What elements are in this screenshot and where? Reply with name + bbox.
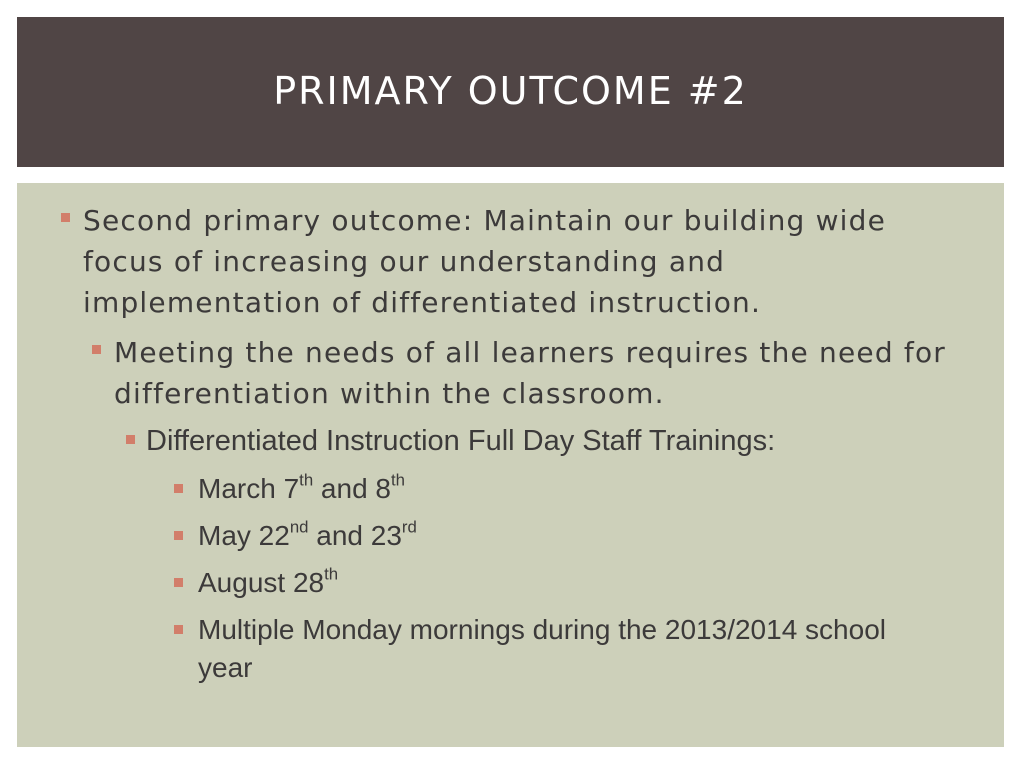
slide-title: PRIMARY OUTCOME #2	[273, 69, 748, 113]
bullet-level-3-text: Differentiated Instruction Full Day Staff Trainings:	[146, 425, 776, 457]
square-bullet-icon	[174, 625, 183, 634]
square-bullet-icon	[61, 213, 70, 222]
square-bullet-icon	[126, 435, 135, 444]
bullet-level-2	[98, 332, 958, 414]
square-bullet-icon	[92, 345, 101, 354]
bullet-level-3	[130, 422, 960, 460]
date-item-4	[180, 611, 900, 687]
title-bar	[17, 17, 1004, 167]
date-item-1-text: March 7th and 8th	[198, 470, 406, 504]
bullet-level-1-text: Second primary outcome: Maintain our building wide focus of increasing our understanding and implementation of differentiated instruction.	[83, 204, 887, 319]
date-item-3-text: August 28th	[198, 564, 339, 598]
date-item-2	[180, 517, 960, 555]
square-bullet-icon	[174, 578, 183, 587]
date-item-4-text: Multiple Monday mornings during the 2013/2014 school year	[198, 614, 886, 683]
date-item-2-text: May 22nd and 23rd	[198, 517, 417, 551]
bullet-level-2-text: Meeting the needs of all learners requires the need for differentiation within the classroom.	[114, 336, 947, 410]
square-bullet-icon	[174, 484, 183, 493]
square-bullet-icon	[174, 531, 183, 540]
date-item-1	[180, 470, 960, 508]
bullet-level-1	[67, 200, 947, 323]
date-item-3	[180, 564, 960, 602]
